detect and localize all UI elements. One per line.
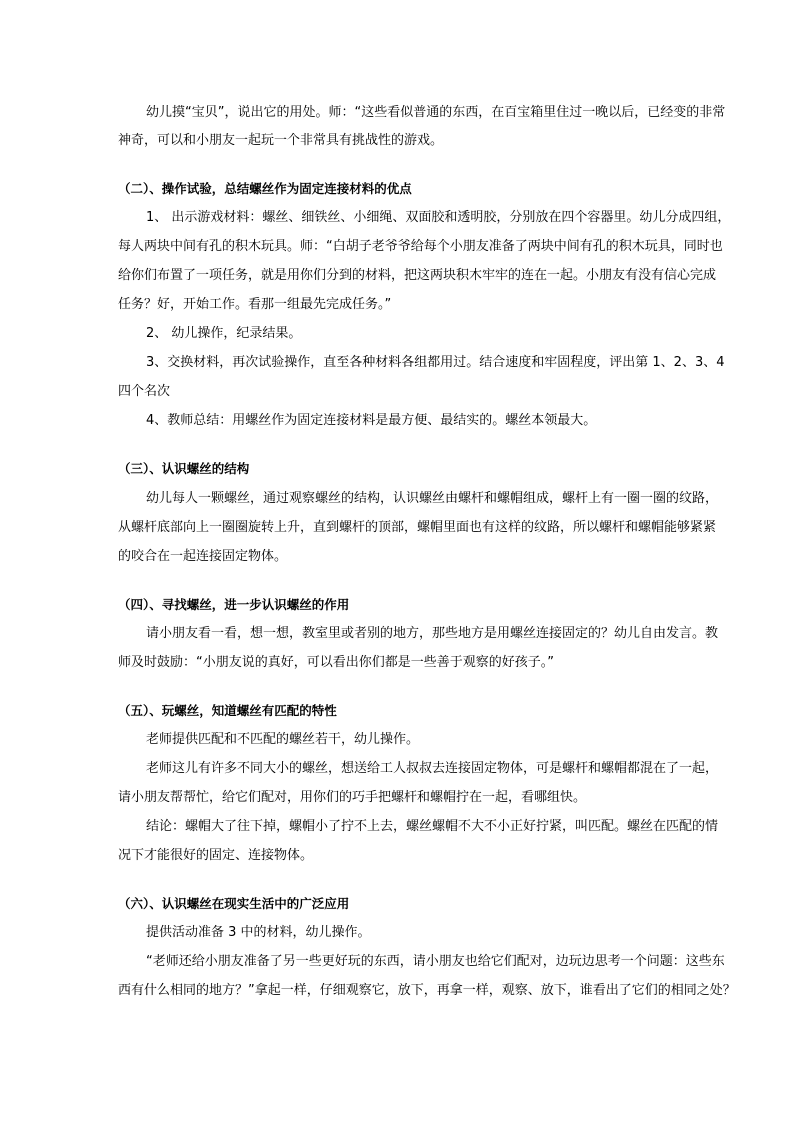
- paragraph-line: 3、交换材料，再次试验操作，直至各种材料各组都用过。结合速度和牢固程度，评出第 1、2、3、4: [146, 355, 725, 370]
- section-heading: （三）、认识螺丝的结构: [118, 461, 250, 476]
- paragraph-line: 提供活动准备 3 中的材料，幼儿操作。: [146, 925, 371, 940]
- paragraph-line: 结论：螺帽大了往下掉，螺帽小了拧不上去，螺丝螺帽不大不小正好拧紧，叫匹配。螺丝在匹配的情: [146, 819, 719, 834]
- paragraph-line: 老师提供匹配和不匹配的螺丝若干，幼儿操作。: [146, 732, 420, 747]
- paragraph-line: 2、 幼儿操作，纪录结果。: [146, 326, 302, 341]
- section-heading: （二）、操作试验，总结螺丝作为固定连接材料的优点: [118, 181, 412, 196]
- paragraph-line: 请小朋友帮帮忙，给它们配对，用你们的巧手把螺杆和螺帽拧在一起，看哪组快。: [118, 790, 587, 805]
- paragraph-line: 1、 出示游戏材料：螺丝、细铁丝、小细绳、双面胶和透明胶，分别放在四个容器里。幼儿分成四组，: [146, 210, 731, 225]
- paragraph-line: 幼儿每人一颗螺丝，通过观察螺丝的结构，认识螺丝由螺杆和螺帽组成，螺杆上有一圈一圈的纹路，: [146, 491, 719, 506]
- section-heading: （四）、寻找螺丝，进一步认识螺丝的作用: [118, 597, 350, 612]
- paragraph-line: 的咬合在一起连接固定物体。: [118, 549, 288, 564]
- paragraph-line: 从螺杆底部向上一圈圈旋转上升，直到螺杆的顶部，螺帽里面也有这样的纹路，所以螺杆和螺帽能够紧紧: [118, 520, 717, 535]
- section-heading: （六）、认识螺丝在现实生活中的广泛应用: [118, 896, 350, 911]
- paragraph-line: 神奇，可以和小朋友一起玩一个非常具有挑战性的游戏。: [118, 133, 444, 148]
- paragraph-line: 师及时鼓励：“小朋友说的真好，可以看出你们都是一些善于观察的好孩子。”: [118, 655, 554, 670]
- paragraph-line: 每人两块中间有孔的积木玩具。师：“白胡子老爷爷给每个小朋友准备了两块中间有孔的积木玩具，同时也: [118, 239, 723, 254]
- paragraph-line: 4、教师总结：用螺丝作为固定连接材料是最方便、最结实的。螺丝本领最大。: [146, 413, 597, 428]
- section-heading: （五）、玩螺丝，知道螺丝有匹配的特性: [118, 703, 337, 718]
- paragraph-line: 任务？好，开始工作。看那一组最先完成任务。”: [118, 297, 392, 312]
- paragraph-line: 四个名次: [118, 384, 171, 399]
- paragraph-line: 西有什么相同的地方？”拿起一样，仔细观察它，放下，再拿一样，观察、放下，谁看出了它们的相同之处？: [118, 983, 736, 998]
- paragraph-line: “老师还给小朋友准备了另一些更好玩的东西，请小朋友也给它们配对，边玩边思考一个问题：这些东: [146, 954, 725, 969]
- paragraph-line: 给你们布置了一项任务，就是用你们分到的材料，把这两块积木牢牢的连在一起。小朋友有没有信心完成: [118, 268, 717, 283]
- paragraph-line: 请小朋友看一看，想一想，教室里或者别的地方，那些地方是用螺丝连接固定的？幼儿自由发言。教: [146, 626, 719, 641]
- paragraph-line: 老师这儿有许多不同大小的螺丝，想送给工人叔叔去连接固定物体，可是螺杆和螺帽都混在了一起，: [146, 761, 719, 776]
- paragraph-line: 况下才能很好的固定、连接物体。: [118, 848, 314, 863]
- paragraph-line: 幼儿摸“宝贝”，说出它的用处。师：“这些看似普通的东西，在百宝箱里住过一晚以后，已经变的非常: [146, 105, 726, 120]
